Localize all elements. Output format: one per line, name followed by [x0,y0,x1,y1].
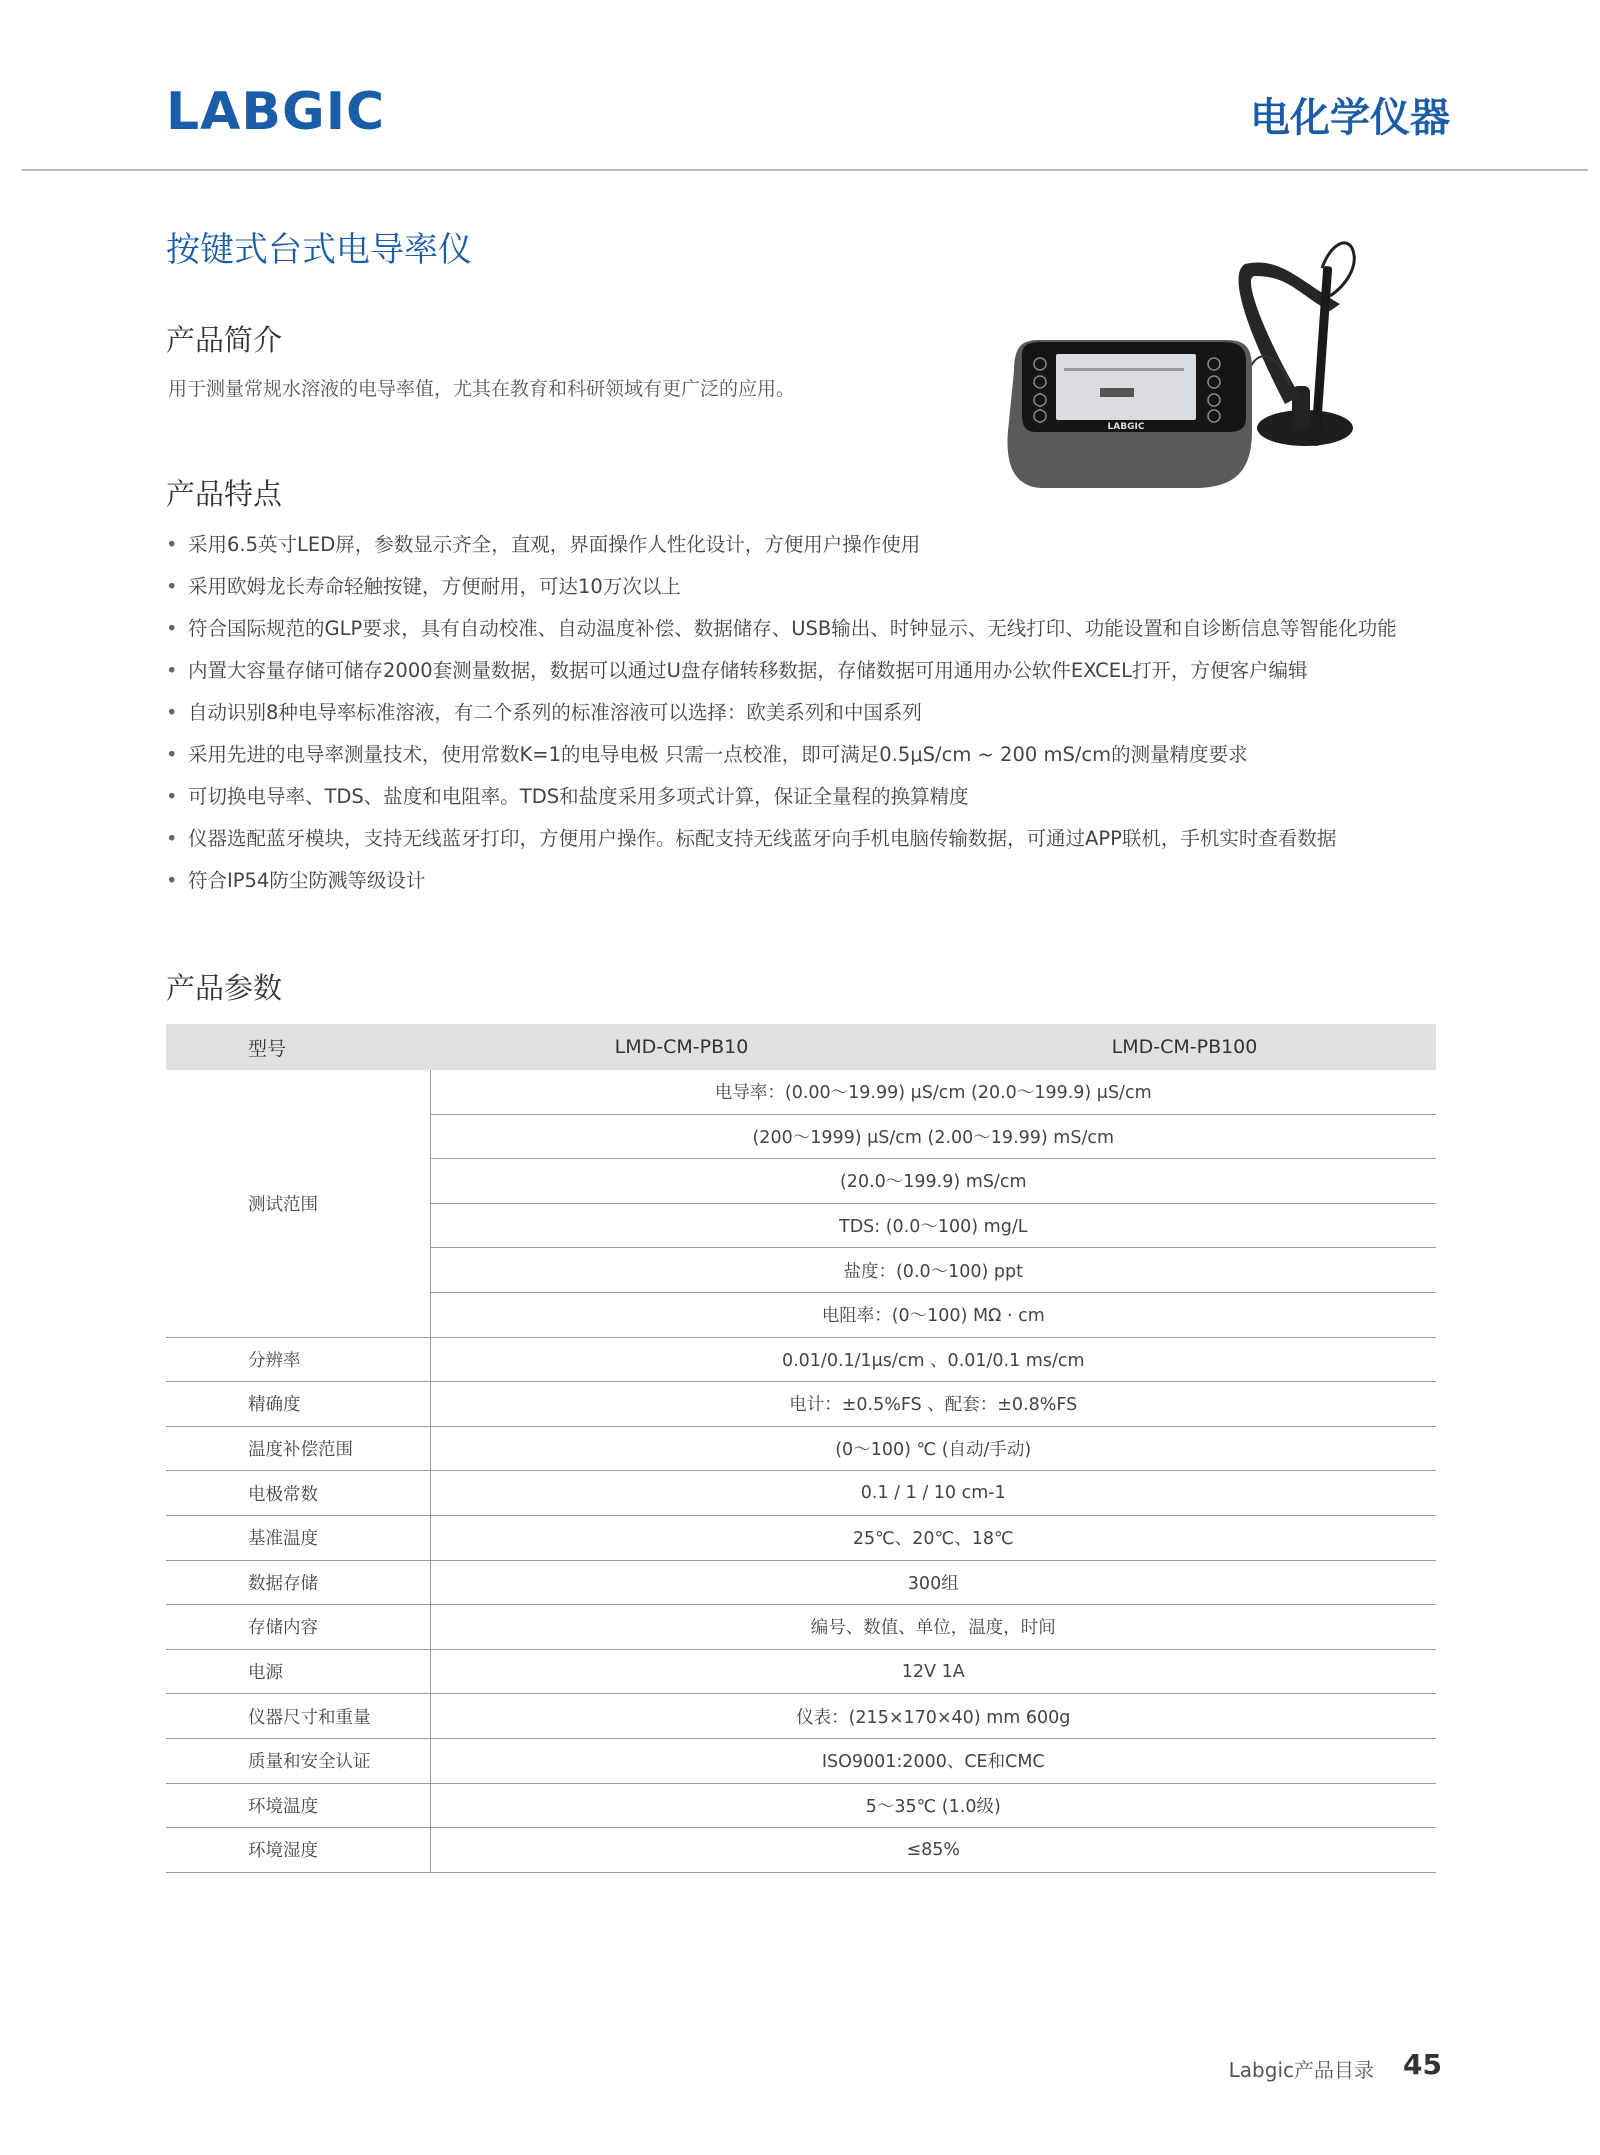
spec-label: 数据存储 [166,1560,430,1605]
spec-value: (0～100) ℃ (自动/手动) [430,1426,1436,1471]
list-item: • 内置大容量存储可储存2000套测量数据，数据可以通过U盘存储转移数据，存储数据可用通用办公软件EXCEL打开，方便客户编辑 [166,656,1397,698]
spec-value: 300组 [430,1560,1436,1605]
feature-list [166,530,1397,908]
list-item: • 可切换电导率、TDS、盐度和电阻率。TDS和盐度采用多项式计算，保证全量程的换算精度 [166,782,1397,824]
list-item: • 采用先进的电导率测量技术，使用常数K=1的电导电极 只需一点校准，即可满足0.5μS/cm ~ 200 mS/cm的测量精度要求 [166,740,1397,782]
conductivity-meter-image [1000,236,1380,496]
table-row [166,1471,1436,1516]
intro-heading: 产品简介 [166,323,283,357]
product-title: 按键式台式电导率仪 [166,230,472,270]
range-value: (20.0～199.9) mS/cm [430,1159,1436,1204]
spec-label: 环境湿度 [166,1828,430,1873]
spec-label: 基准温度 [166,1515,430,1560]
range-value: TDS: (0.0～100) mg/L [430,1203,1436,1248]
range-value: 电导率：(0.00～19.99) μS/cm (20.0～199.9) μS/cm [430,1070,1436,1114]
range-value: 盐度：(0.0～100) ppt [430,1248,1436,1293]
table-header-row [166,1024,1436,1070]
table-row [166,1649,1436,1694]
catalog-footer: Labgic产品目录 [1228,2058,1374,2082]
model-label-header: 型号 [166,1024,430,1070]
spec-value: ISO9001:2000、CE和CMC [430,1738,1436,1783]
spec-label: 分辨率 [166,1337,430,1382]
table-row [166,1426,1436,1471]
table-row [166,1337,1436,1382]
spec-table [166,1024,1436,1873]
bullet-icon: • [166,869,178,892]
bullet-icon: • [166,785,178,808]
model-1-header: LMD-CM-PB10 [430,1024,933,1070]
spec-value: 电计：±0.5%FS 、配套：±0.8%FS [430,1382,1436,1427]
bullet-icon: • [166,827,178,850]
spec-value: 5～35℃ (1.0级) [430,1783,1436,1828]
table-row [166,1070,1436,1114]
list-item: • 自动识别8种电导率标准溶液，有二个系列的标准溶液可以选择：欧美系列和中国系列 [166,698,1397,740]
features-heading: 产品特点 [166,477,283,511]
spec-label: 温度补偿范围 [166,1426,430,1471]
bullet-icon: • [166,575,178,598]
model-2-header: LMD-CM-PB100 [933,1024,1436,1070]
specs-heading: 产品参数 [166,971,283,1005]
spec-label: 存储内容 [166,1605,430,1650]
spec-label: 环境温度 [166,1783,430,1828]
page-number: 45 [1403,2048,1442,2081]
category-title: 电化学仪器 [1250,95,1450,141]
spec-label: 精确度 [166,1382,430,1427]
spec-value: ≤85% [430,1828,1436,1873]
page-header [0,0,1600,172]
table-row [166,1560,1436,1605]
table-row [166,1738,1436,1783]
spec-value: 编号、数值、单位，温度，时间 [430,1605,1436,1650]
list-item: • 采用6.5英寸LED屏，参数显示齐全，直观，界面操作人性化设计，方便用户操作使用 [166,530,1397,572]
lcd-screen [1056,354,1196,420]
table-row [166,1605,1436,1650]
spec-value: 0.1 / 1 / 10 cm-1 [430,1471,1436,1516]
labgic-logo: LABGIC [166,82,386,142]
spec-value: 25℃、20℃、18℃ [430,1515,1436,1560]
header-divider [22,169,1588,171]
intro-text: 用于测量常规水溶液的电导率值，尤其在教育和科研领域有更广泛的应用。 [168,378,796,400]
bullet-icon: • [166,659,178,682]
spec-value: 12V 1A [430,1649,1436,1694]
list-item: • 符合国际规范的GLP要求，具有自动校准、自动温度补偿、数据储存、USB输出、时钟显示、无线打印、功能设置和自诊断信息等智能化功能 [166,614,1397,656]
range-label: 测试范围 [166,1070,430,1337]
range-value: 电阻率：(0～100) MΩ · cm [430,1292,1436,1337]
table-row [166,1694,1436,1739]
lcd-reading [1100,388,1134,397]
range-value: (200～1999) μS/cm (2.00～19.99) mS/cm [430,1114,1436,1159]
meter-logo: LABGIC [1107,422,1145,432]
list-item: • 符合IP54防尘防溅等级设计 [166,866,1397,908]
bullet-icon: • [166,701,178,724]
bullet-icon: • [166,617,178,640]
table-row [166,1783,1436,1828]
list-item: • 仪器选配蓝牙模块，支持无线蓝牙打印，方便用户操作。标配支持无线蓝牙向手机电脑传输数据，可通过APP联机，手机实时查看数据 [166,824,1397,866]
spec-label: 电源 [166,1649,430,1694]
spec-value: 仪表：(215×170×40) mm 600g [430,1694,1436,1739]
table-row [166,1828,1436,1873]
table-row [166,1382,1436,1427]
spec-label: 质量和安全认证 [166,1738,430,1783]
bullet-icon: • [166,743,178,766]
lcd-line [1064,368,1184,371]
bullet-icon: • [166,533,178,556]
list-item: • 采用欧姆龙长寿命轻触按键，方便耐用，可达10万次以上 [166,572,1397,614]
spec-value: 0.01/0.1/1μs/cm 、0.01/0.1 ms/cm [430,1337,1436,1382]
table-row [166,1515,1436,1560]
spec-label: 仪器尺寸和重量 [166,1694,430,1739]
spec-label: 电极常数 [166,1471,430,1516]
